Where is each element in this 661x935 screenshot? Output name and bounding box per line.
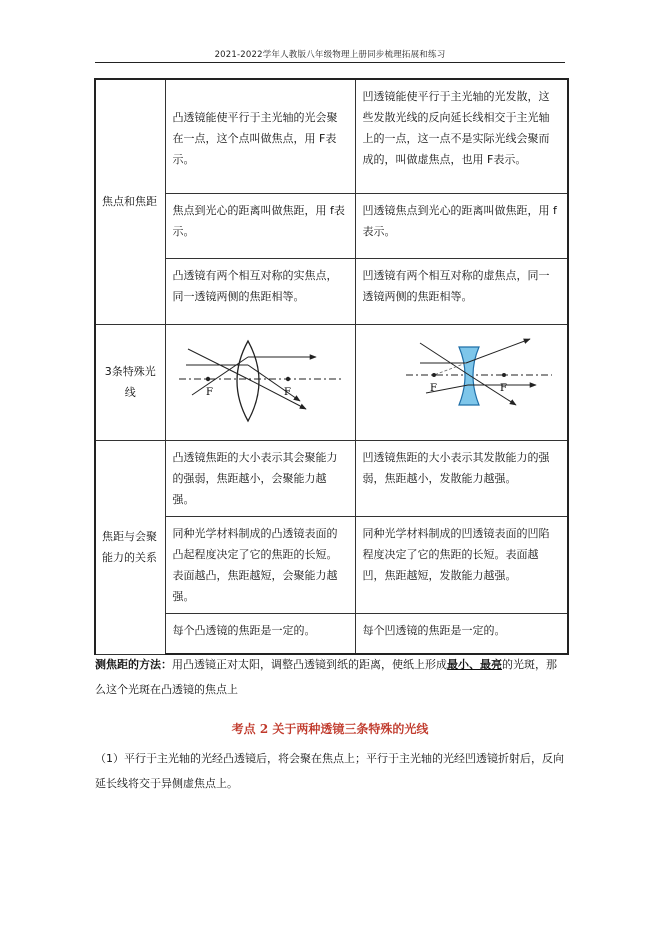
ray-virtual-extension: [434, 363, 466, 375]
table-row: [95, 613, 568, 654]
category-power: 焦距与会聚能力的关系: [95, 440, 165, 654]
convex-cell: 每个凸透镜的焦距是一定的。: [165, 613, 355, 654]
ray-center-out: [248, 379, 306, 409]
category-rays: 3条特殊光线: [95, 324, 165, 440]
focal-point-left: [432, 373, 436, 377]
convex-lens-figure-cell: [165, 324, 355, 440]
section-heading: 考点 2 关于两种透镜三条特殊的光线: [231, 722, 429, 736]
convex-cell: 凸透镜能使平行于主光轴的光会聚在一点，这个点叫做焦点，用 F表示。: [165, 79, 355, 193]
concave-cell: 凹透镜能使平行于主光轴的光发散，这些发散光线的反向延长线相交于主光轴上的一点，这一点不是实际光线会聚而成的，叫做虚焦点，也用 F表示。: [355, 79, 568, 193]
focal-label-right: F: [500, 382, 508, 394]
table-row: [95, 193, 568, 258]
table-row: [95, 79, 568, 193]
concave-lens-diagram: [366, 329, 556, 429]
header-divider: [95, 62, 565, 63]
concave-cell: 同种光学材料制成的凹透镜表面的凹陷程度决定了它的焦距的长短。表面越凹，焦距越短，发散能力越强。: [355, 516, 568, 613]
concave-cell: 凹透镜有两个相互对称的虚焦点，同一透镜两侧的焦距相等。: [355, 258, 568, 324]
table-row: [95, 516, 568, 613]
convex-cell: 凸透镜焦距的大小表示其会聚能力的强弱，焦距越小，会聚能力越强。: [165, 440, 355, 516]
focal-label-left: F: [430, 382, 438, 394]
lens-comparison-table: [94, 78, 569, 655]
ray-focus-in: [192, 357, 248, 395]
focal-point-right: [286, 376, 290, 380]
concave-lens-shape: [459, 347, 479, 405]
section-paragraph: （1）平行于主光轴的光经凸透镜后，将会聚在焦点上；平行于主光轴的光经凹透镜折射后，反向延长线将交于异侧虚焦点上。: [95, 752, 564, 790]
concave-cell: 凹透镜焦点到光心的距离叫做焦距，用 f表示。: [355, 193, 568, 258]
convex-cell: 同种光学材料制成的凸透镜表面的凸起程度决定了它的焦距的长短。表面越凸，焦距越短，会聚能力越强。: [165, 516, 355, 613]
table-row: [95, 324, 568, 440]
table-row: [95, 440, 568, 516]
focal-point-left: [206, 376, 210, 380]
table-row: [95, 258, 568, 324]
focal-label-left: F: [206, 386, 213, 398]
convex-lens-diagram: [174, 329, 346, 429]
convex-lens-shape: [237, 341, 259, 421]
concave-lens-figure-cell: [355, 324, 568, 440]
concave-cell: 凹透镜焦距的大小表示其发散能力的强弱，焦距越小，发散能力越强。: [355, 440, 568, 516]
category-focus: 焦点和焦距: [95, 79, 165, 324]
concave-cell: 每个凹透镜的焦距是一定的。: [355, 613, 568, 654]
focal-label-right: F: [284, 386, 291, 398]
focal-point-right: [502, 373, 506, 377]
focal-measure-note: 测焦距的方法：用凸透镜正对太阳，调整凸透镜到纸的距离，使纸上形成最小、最亮的光斑，那么这个光斑在凸透镜的焦点上: [95, 658, 557, 696]
page-header: 2021-2022学年人教版八年级物理上册同步梳理拓展和练习: [214, 50, 446, 60]
convex-cell: 焦点到光心的距离叫做焦距，用 f表示。: [165, 193, 355, 258]
convex-cell: 凸透镜有两个相互对称的实焦点，同一透镜两侧的焦距相等。: [165, 258, 355, 324]
